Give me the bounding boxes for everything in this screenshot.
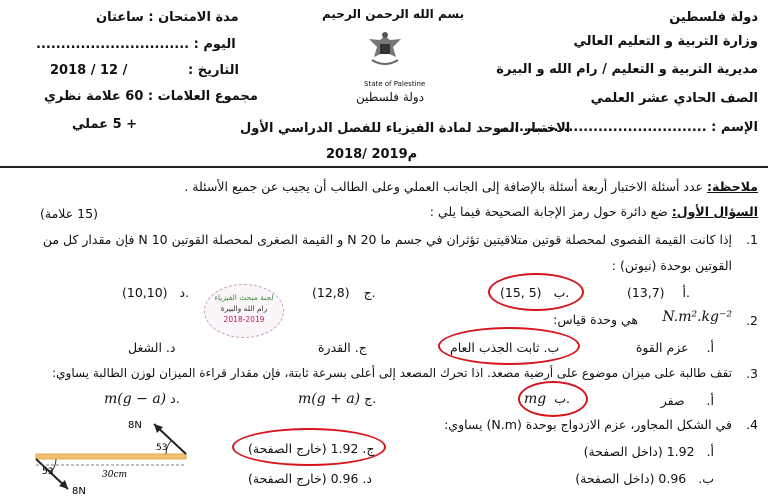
option-letter: ج. bbox=[362, 441, 375, 456]
state-ar-label: دولة فلسطين bbox=[356, 90, 425, 104]
exam-total-marks: مجموع العلامات : 60 علامة نظري bbox=[44, 89, 258, 104]
option-value: (15, 5) bbox=[500, 285, 542, 300]
answer-circle bbox=[438, 327, 580, 365]
option-value: 1.92 (داخل الصفحة) bbox=[583, 444, 695, 459]
option-value: (10,10) bbox=[122, 285, 168, 300]
state-en-label: State of Palestine bbox=[364, 80, 426, 88]
item-4-option-d[interactable] bbox=[248, 471, 372, 486]
option-value: 0.96 (خارج الصفحة) bbox=[248, 471, 359, 486]
palestine-emblem-icon bbox=[366, 30, 404, 74]
item-1-text: إذا كانت القيمة القصوى لمحصلة قوتين متلاقيتين تؤثران في جسم ما N 20 و القيمة الصغرى لمحصلة القوتين N 10 فإن مقدار كل من bbox=[42, 232, 732, 247]
option-letter: أ. bbox=[706, 444, 714, 459]
item-3-option-a[interactable] bbox=[661, 393, 714, 408]
basmala: بسم الله الرحمن الرحيم bbox=[322, 7, 465, 21]
note-line bbox=[184, 179, 758, 194]
length-label: 30cm bbox=[102, 470, 128, 480]
item-1-option-c[interactable] bbox=[312, 285, 376, 300]
answer-circle bbox=[232, 428, 386, 466]
option-letter: د. bbox=[179, 285, 190, 300]
answer-circle bbox=[488, 273, 584, 311]
force-top-label: 8N bbox=[128, 420, 142, 431]
note-label: ملاحظة: bbox=[707, 179, 758, 194]
exam-date: 2018 / 12 / bbox=[50, 63, 128, 78]
item-2-number: .2 bbox=[746, 313, 758, 328]
option-letter: د. bbox=[170, 391, 180, 406]
stamp-line-1: لجنة مبحث الفيزياء bbox=[214, 293, 274, 302]
item-2-option-c[interactable] bbox=[318, 340, 367, 355]
header-ministry: وزارة التربية و التعليم العالي bbox=[573, 34, 758, 49]
item-1-option-a[interactable] bbox=[627, 285, 690, 300]
item-4-option-a[interactable] bbox=[584, 444, 714, 459]
option-letter: ب. bbox=[553, 285, 570, 300]
option-value: (13,7) bbox=[626, 285, 665, 300]
committee-stamp bbox=[204, 284, 284, 338]
item-4-number: .4 bbox=[746, 417, 758, 432]
question-1-instruction: ضع دائرة حول رمز الإجابة الصحيحة فيما يلي : bbox=[429, 204, 672, 219]
note-text: عدد أسئلة الاختبار أربعة أسئلة بالإضافة إلى الجانب العملي وعلى الطالب أن يجيب عن جميع الأسئلة . bbox=[184, 179, 707, 194]
header-class: الصف الحادي عشر العلمي bbox=[590, 91, 758, 106]
item-4-text: في الشكل المجاور، عزم الازدواج بوحدة (N.m) يساوي: bbox=[444, 417, 732, 432]
item-3-number: .3 bbox=[746, 366, 758, 381]
header-country: دولة فلسطين bbox=[669, 10, 758, 25]
option-value: 1.92 (خارج الصفحة) bbox=[248, 441, 359, 456]
option-letter: ب. bbox=[543, 340, 560, 355]
option-letter: أ. bbox=[706, 393, 714, 408]
item-3-option-c[interactable] bbox=[298, 391, 376, 407]
option-value: ثابت الجذب العام bbox=[450, 340, 540, 355]
option-letter: ج. bbox=[363, 285, 376, 300]
option-letter: ب. bbox=[554, 391, 571, 406]
option-value: m(g − a) bbox=[104, 391, 167, 407]
header-divider bbox=[0, 166, 768, 168]
exam-date-label: التاريخ : bbox=[188, 63, 239, 78]
option-value: 0.96 (داخل الصفحة) bbox=[575, 471, 687, 486]
rod bbox=[36, 454, 186, 459]
option-letter: ج. bbox=[364, 391, 377, 406]
item-3-option-d[interactable] bbox=[104, 391, 180, 407]
answer-circle bbox=[518, 381, 588, 417]
option-letter: أ. bbox=[682, 285, 690, 300]
option-value: صفر bbox=[660, 393, 685, 408]
angle-bottom-label: 53 bbox=[42, 467, 54, 477]
option-value: m(g + a) bbox=[298, 391, 361, 407]
exam-practical-marks: + 5 عملي bbox=[72, 117, 138, 132]
exam-year: 2018/ 2019م bbox=[326, 147, 418, 162]
option-value: الشغل bbox=[128, 340, 162, 355]
option-letter: ب. bbox=[698, 471, 714, 486]
item-1-text-2: القوتين بوحدة (نيوتن) : bbox=[611, 258, 732, 273]
angle-top-label: 53 bbox=[156, 443, 168, 453]
option-letter: د. bbox=[165, 340, 176, 355]
option-letter: د. bbox=[362, 471, 372, 486]
item-2-expression: N.m².kg⁻² bbox=[662, 309, 732, 325]
stamp-line-3: 2018-2019 bbox=[223, 315, 265, 324]
item-2-option-d[interactable] bbox=[128, 340, 175, 355]
student-name-field[interactable]: الإسم : .......................................... bbox=[499, 120, 758, 135]
question-1-header bbox=[430, 204, 758, 219]
item-3-text: تقف طالبة على ميزان موضوع على أرضية مصعد. اذا تحرك المصعد إلى أعلى بسرعة ثابتة، فإن مقدار قراءة الميزان لوزن الطالبة يساوي: bbox=[52, 366, 732, 380]
exam-duration: مدة الامتحان : ساعتان bbox=[96, 10, 239, 25]
option-letter: أ. bbox=[706, 340, 714, 355]
option-value: عزم القوة bbox=[635, 340, 689, 355]
exam-day-field[interactable]: اليوم : ............................... bbox=[36, 37, 236, 52]
item-4-option-b[interactable] bbox=[575, 471, 714, 486]
couple-diagram bbox=[6, 416, 196, 496]
item-1-option-d[interactable] bbox=[122, 285, 189, 300]
option-value: (12,8) bbox=[312, 285, 350, 300]
exam-title: الاختبار الموحد لمادة الفيزياء للفصل الدراسي الأول bbox=[240, 121, 571, 136]
item-2-option-a[interactable] bbox=[636, 340, 714, 355]
question-1-marks: (15 علامة) bbox=[40, 206, 98, 221]
option-value: القدرة bbox=[318, 340, 351, 355]
option-value: mg bbox=[524, 391, 547, 407]
item-1-number: .1 bbox=[746, 232, 758, 247]
stamp-line-2: رام الله والبيرة bbox=[220, 304, 268, 313]
item-2-text: هي وحدة قياس: bbox=[553, 312, 638, 327]
force-bottom-label: 8N bbox=[72, 486, 86, 496]
option-letter: ج. bbox=[354, 340, 367, 355]
header-directorate: مديرية التربية و التعليم / رام الله و البيرة bbox=[496, 62, 758, 77]
question-1-label: السؤال الأول: bbox=[671, 204, 758, 219]
